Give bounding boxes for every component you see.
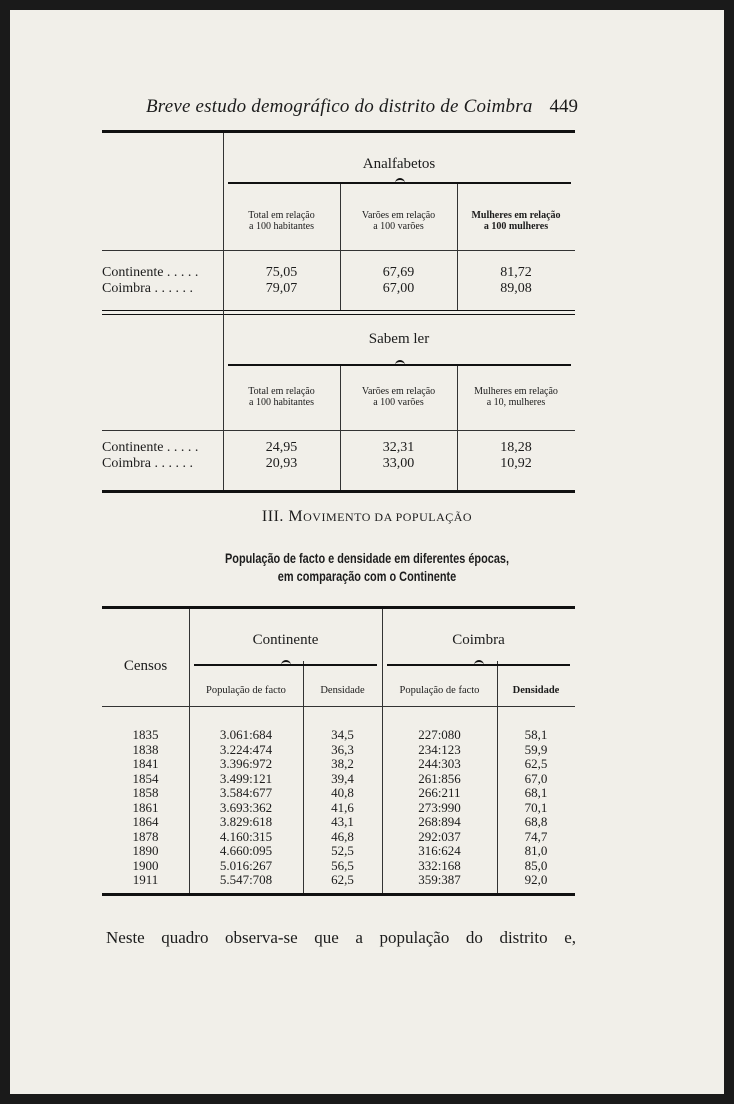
table-cell: 62,5 (331, 872, 354, 887)
coimbra-dens-column (497, 728, 575, 888)
table-cell: 59,9 (524, 741, 548, 757)
table-cell: 85,0 (524, 857, 548, 873)
literacy-table (102, 130, 575, 314)
table-cell: 43,1 (331, 814, 354, 829)
cell: 18,28 (500, 440, 532, 455)
body-paragraph: Neste quadro observa-se que a população do distrito e, (106, 928, 576, 947)
table-cell: 5.016:267 (219, 857, 273, 873)
column-header: População de facto (399, 685, 480, 696)
page-number: 449 (549, 96, 578, 117)
cell: 75,05 (265, 265, 298, 280)
table-cell: 81,0 (524, 843, 548, 858)
coimbra-pop-column (382, 728, 497, 888)
page (10, 10, 724, 1094)
continente-label: Continente (252, 632, 319, 648)
table-cell: 38,2 (331, 756, 354, 771)
row-label: Continente . . . . . (102, 265, 199, 280)
table-cell: 4.160:315 (219, 828, 273, 844)
table-cell: 1841 (132, 756, 159, 771)
table-cell: 266:211 (418, 785, 461, 800)
table-cell: 4.660:095 (219, 843, 273, 858)
cell: 67,69 (382, 265, 415, 280)
table-cell: 227:080 (418, 727, 461, 742)
table-cell: 92,0 (524, 872, 548, 887)
table-cell: 1864 (132, 814, 159, 829)
column-header: População de facto (206, 685, 286, 696)
table-cell: 5.547:708 (219, 872, 273, 887)
table-cell: 70,1 (524, 799, 548, 815)
group-label: Analfabetos (362, 156, 436, 172)
column-header: Mulheres em relação a 100 mulheres (471, 210, 561, 232)
table-cell: 3.829:618 (219, 814, 273, 829)
cell: 24,95 (265, 440, 298, 455)
reading-table (102, 308, 575, 494)
table-cell: 1890 (132, 843, 159, 858)
table-cell: 68,1 (524, 785, 548, 800)
table-cell: 40,8 (331, 785, 354, 800)
years-column (102, 728, 189, 888)
table-cell: 62,5 (524, 756, 548, 771)
table-cell: 3.693:362 (219, 799, 273, 815)
page-header (100, 96, 578, 126)
table-cell: 244:303 (418, 756, 461, 771)
table-cell: 58,1 (524, 727, 548, 742)
column-header: Densidade (320, 685, 365, 696)
table-cell: 3.584:677 (219, 785, 273, 800)
table-cell: 3.396:972 (219, 756, 273, 771)
table-cell: 1878 (132, 828, 159, 844)
row-label: Coimbra . . . . . . (102, 281, 193, 296)
table-cell: 273:990 (418, 799, 461, 815)
cell: 32,31 (382, 440, 415, 455)
table-subtitle: População de facto e densidade em diferentes épocas, (224, 550, 510, 566)
table-cell: 261:856 (418, 770, 461, 786)
cell: 81,72 (500, 265, 532, 280)
table-cell: 68,8 (524, 814, 548, 829)
table-cell: 39,4 (331, 770, 354, 786)
table-cell: 3.061:684 (219, 727, 273, 742)
continente-dens-column (303, 728, 382, 888)
table-cell: 34,5 (331, 727, 354, 742)
group-label: Sabem ler (368, 331, 430, 347)
cell: 10,92 (500, 456, 532, 471)
column-header: Varões em relação a 100 varões (361, 386, 436, 408)
table-cell: 3.499:121 (219, 770, 273, 786)
table-cell: 316:624 (418, 843, 461, 858)
table-cell: 1835 (132, 727, 159, 742)
cell: 79,07 (265, 281, 298, 296)
table-cell: 1858 (132, 785, 159, 800)
table-cell: 234:123 (418, 741, 461, 757)
column-header: Varões em relação a 100 varões (361, 210, 436, 232)
continente-pop-column (189, 728, 303, 888)
table-cell: 268:894 (418, 814, 461, 829)
table-cell: 1861 (132, 799, 159, 815)
table-cell: 359:387 (418, 872, 461, 887)
table-cell: 3.224:474 (219, 741, 273, 757)
table-cell: 1838 (132, 741, 159, 757)
table-cell: 1911 (132, 872, 159, 887)
table-cell: 292:037 (418, 828, 461, 844)
coimbra-label: Coimbra (452, 632, 505, 648)
table-cell: 1900 (132, 857, 159, 873)
table-cell: 67,0 (524, 770, 548, 786)
table-cell: 56,5 (331, 857, 354, 873)
population-table (102, 606, 575, 896)
table-cell: 41,6 (331, 799, 354, 815)
table-cell: 332:168 (418, 857, 461, 873)
running-title: Breve estudo demográfico do distrito de Coimbra (146, 96, 533, 117)
table-cell: 74,7 (524, 828, 548, 844)
column-header: Total em relação a 100 habitantes (248, 210, 315, 232)
table-cell: 52,5 (331, 843, 354, 858)
cell: 33,00 (382, 456, 415, 471)
cell: 67,00 (382, 281, 415, 296)
cell: 89,08 (500, 281, 532, 296)
table-cell: 1854 (132, 770, 159, 786)
table-cell: 36,3 (331, 741, 354, 757)
table-cell: 46,8 (331, 828, 354, 844)
row-label: Coimbra . . . . . . (102, 456, 193, 471)
table-subtitle: em comparação com o Continente (277, 568, 457, 584)
column-header: Mulheres em relação a 10, mulheres (474, 386, 558, 408)
column-header: Densidade (512, 685, 560, 696)
cell: 20,93 (265, 456, 298, 471)
column-header: Total em relação a 100 habitantes (248, 386, 315, 408)
censos-label: Censos (123, 658, 168, 674)
row-label: Continente . . . . . (102, 440, 199, 455)
section-title: III. MOVIMENTO DA POPULAÇÃO (261, 508, 473, 525)
